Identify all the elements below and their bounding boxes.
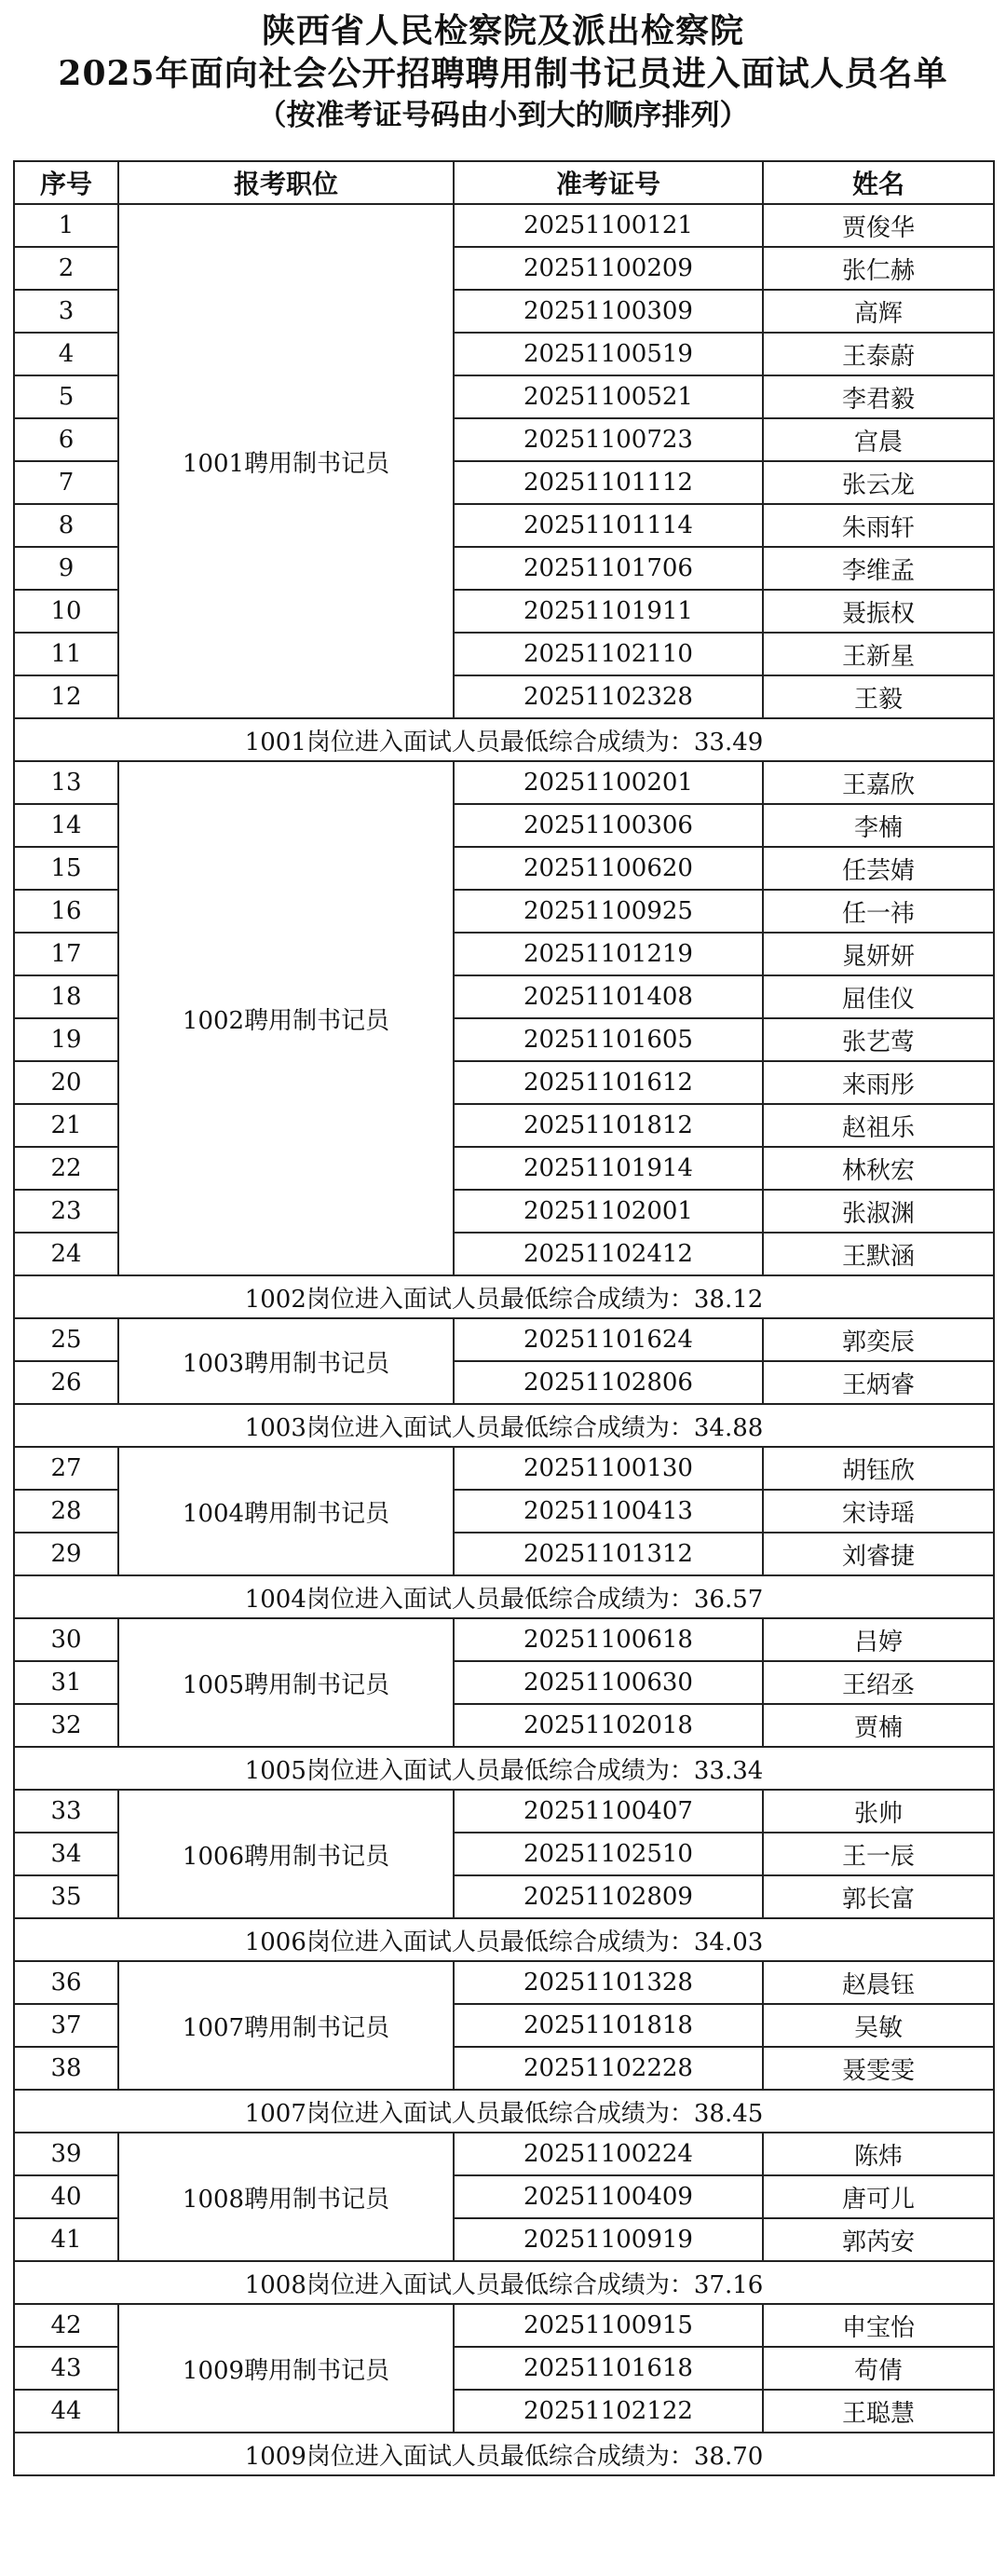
min-score-summary: 1007岗位进入面试人员最低综合成绩为：38.45 (14, 2090, 994, 2133)
exam-number-cell: 20251100201 (454, 761, 763, 804)
title-line-1: 陕西省人民检察院及派出检察院 (261, 11, 744, 50)
serial-cell: 7 (14, 461, 118, 504)
serial-cell: 31 (14, 1661, 118, 1704)
table-body (14, 204, 994, 2475)
serial-cell: 5 (14, 375, 118, 418)
serial-cell: 24 (14, 1233, 118, 1275)
serial-cell: 39 (14, 2133, 118, 2175)
serial-cell: 36 (14, 1961, 118, 2004)
table-row (14, 1618, 994, 1661)
exam-number-cell: 20251101812 (454, 1104, 763, 1147)
candidate-name-cell: 张云龙 (763, 461, 994, 504)
exam-number-cell: 20251100407 (454, 1790, 763, 1833)
serial-cell: 2 (14, 247, 118, 290)
document-title (0, 0, 1006, 160)
candidate-table (13, 160, 995, 2476)
serial-cell: 27 (14, 1447, 118, 1490)
candidate-name-cell: 申宝怡 (763, 2304, 994, 2347)
summary-row (14, 2433, 994, 2475)
serial-cell: 30 (14, 1618, 118, 1661)
serial-cell: 10 (14, 590, 118, 633)
candidate-name-cell: 张仁赫 (763, 247, 994, 290)
exam-number-cell: 20251100919 (454, 2218, 763, 2261)
exam-number-cell: 20251100309 (454, 290, 763, 333)
exam-number-cell: 20251100521 (454, 375, 763, 418)
exam-number-cell: 20251100306 (454, 804, 763, 847)
serial-cell: 15 (14, 847, 118, 890)
serial-cell: 41 (14, 2218, 118, 2261)
exam-number-cell: 20251101612 (454, 1061, 763, 1104)
exam-number-cell: 20251100519 (454, 333, 763, 375)
serial-cell: 38 (14, 2047, 118, 2090)
exam-number-cell: 20251100630 (454, 1661, 763, 1704)
exam-number-cell: 20251100409 (454, 2175, 763, 2218)
serial-cell: 34 (14, 1833, 118, 1875)
exam-number-cell: 20251100130 (454, 1447, 763, 1490)
position-cell: 1002聘用制书记员 (118, 761, 454, 1275)
table-header-row (14, 161, 994, 204)
candidate-name-cell: 王默涵 (763, 1233, 994, 1275)
candidate-name-cell: 王嘉欣 (763, 761, 994, 804)
table-row (14, 1961, 994, 2004)
serial-cell: 8 (14, 504, 118, 547)
serial-cell: 18 (14, 975, 118, 1018)
candidate-name-cell: 郭长富 (763, 1875, 994, 1918)
candidate-name-cell: 贾楠 (763, 1704, 994, 1747)
candidate-name-cell: 王聪慧 (763, 2390, 994, 2433)
candidate-name-cell: 王绍丞 (763, 1661, 994, 1704)
exam-number-cell: 20251101605 (454, 1018, 763, 1061)
summary-row (14, 1918, 994, 1961)
exam-number-cell: 20251101911 (454, 590, 763, 633)
serial-cell: 37 (14, 2004, 118, 2047)
exam-number-cell: 20251101706 (454, 547, 763, 590)
table-row (14, 2304, 994, 2347)
serial-cell: 21 (14, 1104, 118, 1147)
candidate-name-cell: 刘睿捷 (763, 1533, 994, 1575)
summary-row (14, 2261, 994, 2304)
title-note: （按准考证号码由小到大的顺序排列） (257, 99, 749, 132)
exam-number-cell: 20251101114 (454, 504, 763, 547)
table-row (14, 1447, 994, 1490)
exam-number-cell: 20251102018 (454, 1704, 763, 1747)
exam-number-cell: 20251101914 (454, 1147, 763, 1190)
header-serial: 序号 (14, 161, 118, 204)
exam-number-cell: 20251100620 (454, 847, 763, 890)
serial-cell: 12 (14, 675, 118, 718)
candidate-name-cell: 郭奕辰 (763, 1318, 994, 1361)
serial-cell: 40 (14, 2175, 118, 2218)
position-cell: 1004聘用制书记员 (118, 1447, 454, 1575)
position-cell: 1008聘用制书记员 (118, 2133, 454, 2261)
exam-number-cell: 20251102001 (454, 1190, 763, 1233)
summary-row (14, 1747, 994, 1790)
serial-cell: 22 (14, 1147, 118, 1190)
candidate-name-cell: 王毅 (763, 675, 994, 718)
serial-cell: 3 (14, 290, 118, 333)
exam-number-cell: 20251101408 (454, 975, 763, 1018)
title-line-2: 2025年面向社会公开招聘聘用制书记员进入面试人员名单 (58, 54, 948, 93)
exam-number-cell: 20251102328 (454, 675, 763, 718)
serial-cell: 6 (14, 418, 118, 461)
candidate-name-cell: 吴敏 (763, 2004, 994, 2047)
min-score-summary: 1008岗位进入面试人员最低综合成绩为：37.16 (14, 2261, 994, 2304)
serial-cell: 4 (14, 333, 118, 375)
header-exam-number: 准考证号 (454, 161, 763, 204)
serial-cell: 9 (14, 547, 118, 590)
exam-number-cell: 20251100915 (454, 2304, 763, 2347)
candidate-name-cell: 晁妍妍 (763, 933, 994, 975)
min-score-summary: 1002岗位进入面试人员最低综合成绩为：38.12 (14, 1275, 994, 1318)
candidate-name-cell: 来雨彤 (763, 1061, 994, 1104)
exam-number-cell: 20251102510 (454, 1833, 763, 1875)
candidate-name-cell: 张帅 (763, 1790, 994, 1833)
serial-cell: 17 (14, 933, 118, 975)
table-row (14, 761, 994, 804)
serial-cell: 14 (14, 804, 118, 847)
candidate-name-cell: 高辉 (763, 290, 994, 333)
serial-cell: 33 (14, 1790, 118, 1833)
summary-row (14, 1575, 994, 1618)
candidate-name-cell: 郭芮安 (763, 2218, 994, 2261)
table-row (14, 2133, 994, 2175)
serial-cell: 35 (14, 1875, 118, 1918)
serial-cell: 16 (14, 890, 118, 933)
min-score-summary: 1004岗位进入面试人员最低综合成绩为：36.57 (14, 1575, 994, 1618)
serial-cell: 11 (14, 633, 118, 675)
exam-number-cell: 20251101328 (454, 1961, 763, 2004)
position-cell: 1001聘用制书记员 (118, 204, 454, 718)
candidate-name-cell: 林秋宏 (763, 1147, 994, 1190)
exam-number-cell: 20251100925 (454, 890, 763, 933)
exam-number-cell: 20251100723 (454, 418, 763, 461)
serial-cell: 25 (14, 1318, 118, 1361)
candidate-name-cell: 宋诗瑶 (763, 1490, 994, 1533)
summary-row (14, 718, 994, 761)
exam-number-cell: 20251102809 (454, 1875, 763, 1918)
exam-number-cell: 20251100224 (454, 2133, 763, 2175)
exam-number-cell: 20251101624 (454, 1318, 763, 1361)
exam-number-cell: 20251102228 (454, 2047, 763, 2090)
exam-number-cell: 20251102412 (454, 1233, 763, 1275)
candidate-name-cell: 张艺莺 (763, 1018, 994, 1061)
summary-row (14, 1275, 994, 1318)
candidate-name-cell: 李楠 (763, 804, 994, 847)
position-cell: 1005聘用制书记员 (118, 1618, 454, 1747)
candidate-name-cell: 赵祖乐 (763, 1104, 994, 1147)
exam-number-cell: 20251100209 (454, 247, 763, 290)
serial-cell: 44 (14, 2390, 118, 2433)
position-cell: 1006聘用制书记员 (118, 1790, 454, 1918)
exam-number-cell: 20251102110 (454, 633, 763, 675)
candidate-name-cell: 吕婷 (763, 1618, 994, 1661)
serial-cell: 32 (14, 1704, 118, 1747)
position-cell: 1007聘用制书记员 (118, 1961, 454, 2090)
candidate-name-cell: 王泰蔚 (763, 333, 994, 375)
candidate-name-cell: 宫晨 (763, 418, 994, 461)
candidate-name-cell: 聂雯雯 (763, 2047, 994, 2090)
exam-number-cell: 20251100618 (454, 1618, 763, 1661)
serial-cell: 26 (14, 1361, 118, 1404)
table-row (14, 1790, 994, 1833)
candidate-name-cell: 屈佳仪 (763, 975, 994, 1018)
exam-number-cell: 20251101312 (454, 1533, 763, 1575)
min-score-summary: 1005岗位进入面试人员最低综合成绩为：33.34 (14, 1747, 994, 1790)
min-score-summary: 1001岗位进入面试人员最低综合成绩为：33.49 (14, 718, 994, 761)
candidate-name-cell: 张淑渊 (763, 1190, 994, 1233)
header-position: 报考职位 (118, 161, 454, 204)
summary-row (14, 2090, 994, 2133)
candidate-name-cell: 苟倩 (763, 2347, 994, 2390)
serial-cell: 42 (14, 2304, 118, 2347)
exam-number-cell: 20251101818 (454, 2004, 763, 2047)
candidate-name-cell: 任芸婧 (763, 847, 994, 890)
candidate-name-cell: 赵晨钰 (763, 1961, 994, 2004)
summary-row (14, 1404, 994, 1447)
candidate-name-cell: 陈炜 (763, 2133, 994, 2175)
serial-cell: 19 (14, 1018, 118, 1061)
serial-cell: 13 (14, 761, 118, 804)
exam-number-cell: 20251101219 (454, 933, 763, 975)
candidate-name-cell: 贾俊华 (763, 204, 994, 247)
position-cell: 1003聘用制书记员 (118, 1318, 454, 1404)
serial-cell: 28 (14, 1490, 118, 1533)
exam-number-cell: 20251100121 (454, 204, 763, 247)
exam-number-cell: 20251101112 (454, 461, 763, 504)
position-cell: 1009聘用制书记员 (118, 2304, 454, 2433)
candidate-name-cell: 胡钰欣 (763, 1447, 994, 1490)
min-score-summary: 1003岗位进入面试人员最低综合成绩为：34.88 (14, 1404, 994, 1447)
candidate-name-cell: 王一辰 (763, 1833, 994, 1875)
serial-cell: 43 (14, 2347, 118, 2390)
candidate-name-cell: 聂振权 (763, 590, 994, 633)
candidate-name-cell: 王炳睿 (763, 1361, 994, 1404)
serial-cell: 20 (14, 1061, 118, 1104)
exam-number-cell: 20251102122 (454, 2390, 763, 2433)
candidate-name-cell: 李维孟 (763, 547, 994, 590)
min-score-summary: 1009岗位进入面试人员最低综合成绩为：38.70 (14, 2433, 994, 2475)
candidate-name-cell: 唐可儿 (763, 2175, 994, 2218)
candidate-name-cell: 朱雨轩 (763, 504, 994, 547)
serial-cell: 1 (14, 204, 118, 247)
min-score-summary: 1006岗位进入面试人员最低综合成绩为：34.03 (14, 1918, 994, 1961)
exam-number-cell: 20251100413 (454, 1490, 763, 1533)
exam-number-cell: 20251101618 (454, 2347, 763, 2390)
candidate-name-cell: 李君毅 (763, 375, 994, 418)
serial-cell: 23 (14, 1190, 118, 1233)
exam-number-cell: 20251102806 (454, 1361, 763, 1404)
header-name: 姓名 (763, 161, 994, 204)
table-row (14, 204, 994, 247)
candidate-name-cell: 任一祎 (763, 890, 994, 933)
candidate-name-cell: 王新星 (763, 633, 994, 675)
serial-cell: 29 (14, 1533, 118, 1575)
table-row (14, 1318, 994, 1361)
